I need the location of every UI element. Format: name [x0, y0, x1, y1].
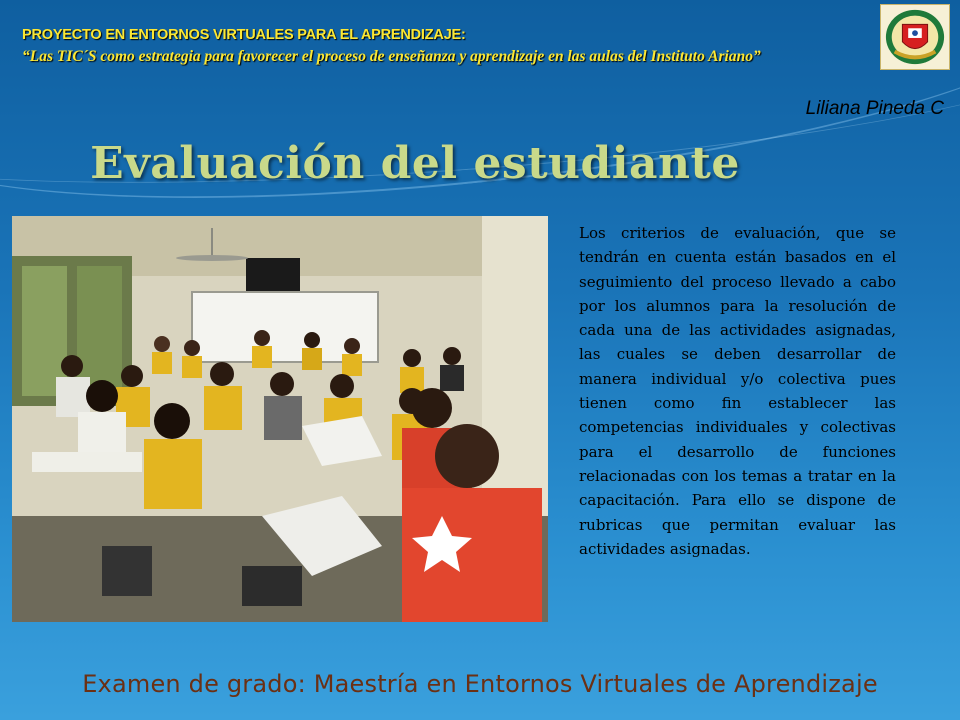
- body-text: Los criterios de evaluación, que se tendrán en cuenta están basados en el seguimiento del proceso llevado a cabo por los alumnos para la resolución de cada una de las actividades asignadas, las cuales se deben desarrollar de manera individual y/o colectiva pues tienen como fin establecer las competencias individuales y colectivas para el desarrollo de funciones relacionadas con los temas a tratar en la capacitación. Para ello se dispone de rubricas que permitan evaluar las actividades asignadas.: [579, 224, 896, 558]
- page-title: Evaluación del estudiante: [90, 138, 740, 189]
- footer-text: Examen de grado: Maestría en Entornos Virtuales de Aprendizaje: [82, 670, 878, 698]
- project-title: PROYECTO EN ENTORNOS VIRTUALES PARA EL APRENDIZAJE:: [22, 27, 466, 43]
- author-name: Liliana Pineda C: [805, 98, 944, 119]
- classroom-photo: [12, 216, 548, 622]
- school-crest-icon: [880, 4, 950, 70]
- project-subtitle: “Las TIC´S como estrategia para favorecer el proceso de enseñanza y aprendizaje en las aulas del Instituto Ariano”: [22, 48, 761, 65]
